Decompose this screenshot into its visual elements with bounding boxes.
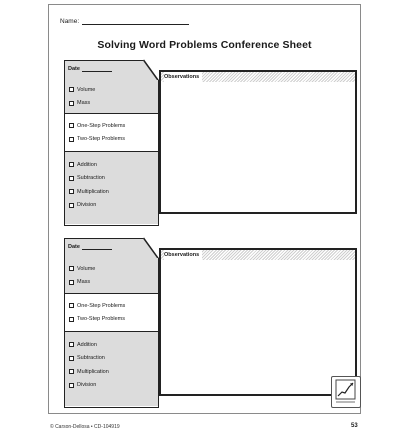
checkbox[interactable] bbox=[69, 369, 74, 374]
option-two-step[interactable] bbox=[65, 313, 158, 327]
option-label: Multiplication bbox=[77, 368, 109, 375]
date-blank[interactable] bbox=[82, 67, 112, 72]
checklist-column bbox=[64, 80, 159, 226]
option-label: Mass bbox=[77, 279, 91, 286]
name-blank[interactable] bbox=[82, 19, 189, 25]
option-label: Two-Step Problems bbox=[77, 136, 125, 143]
option-subtraction[interactable] bbox=[65, 172, 158, 186]
option-label: Division bbox=[77, 382, 97, 389]
option-multiplication[interactable] bbox=[65, 365, 158, 379]
steps-section bbox=[65, 294, 158, 332]
option-division[interactable] bbox=[65, 379, 158, 393]
option-label: Subtraction bbox=[77, 175, 105, 182]
checkbox[interactable] bbox=[69, 87, 74, 92]
date-blank[interactable] bbox=[82, 245, 112, 250]
date-field[interactable] bbox=[68, 244, 112, 250]
option-one-step[interactable] bbox=[65, 119, 158, 133]
measurement-section bbox=[65, 80, 158, 114]
checkbox[interactable] bbox=[69, 342, 74, 347]
checklist-column bbox=[64, 258, 159, 408]
checkbox[interactable] bbox=[69, 280, 74, 285]
steps-section bbox=[65, 114, 158, 152]
option-label: Division bbox=[77, 202, 97, 209]
option-multiplication[interactable] bbox=[65, 185, 158, 199]
option-volume[interactable] bbox=[65, 262, 158, 276]
option-mass[interactable] bbox=[65, 97, 158, 111]
operations-section bbox=[65, 332, 158, 406]
observations-header bbox=[161, 72, 355, 82]
observations-header bbox=[161, 250, 355, 260]
option-division[interactable] bbox=[65, 199, 158, 213]
checkbox[interactable] bbox=[69, 303, 74, 308]
date-field[interactable] bbox=[68, 66, 112, 72]
checkbox[interactable] bbox=[69, 189, 74, 194]
measurement-section bbox=[65, 258, 158, 294]
checkbox[interactable] bbox=[69, 356, 74, 361]
option-label: Volume bbox=[77, 86, 96, 93]
checkbox[interactable] bbox=[69, 137, 74, 142]
checkbox[interactable] bbox=[69, 383, 74, 388]
option-label: One-Step Problems bbox=[77, 122, 126, 129]
checkbox[interactable] bbox=[69, 203, 74, 208]
checkbox[interactable] bbox=[69, 123, 74, 128]
page-title: Solving Word Problems Conference Sheet bbox=[97, 39, 312, 51]
copyright-footer: © Carson-Dellosa • CD-104919 bbox=[50, 424, 120, 430]
option-one-step[interactable] bbox=[65, 299, 158, 313]
operations-section bbox=[65, 152, 158, 224]
option-subtraction[interactable] bbox=[65, 352, 158, 366]
chart-graphic bbox=[332, 377, 359, 406]
checkbox[interactable] bbox=[69, 162, 74, 167]
option-addition[interactable] bbox=[65, 158, 158, 172]
date-label: Date bbox=[68, 66, 80, 72]
worksheet-page bbox=[48, 4, 361, 414]
growth-chart-icon bbox=[331, 376, 361, 408]
option-label: Addition bbox=[77, 161, 97, 168]
option-label: Two-Step Problems bbox=[77, 316, 125, 323]
name-field[interactable] bbox=[60, 18, 189, 25]
checkbox[interactable] bbox=[69, 266, 74, 271]
option-label: Subtraction bbox=[77, 355, 105, 362]
checkbox[interactable] bbox=[69, 101, 74, 106]
date-label: Date bbox=[68, 244, 80, 250]
observations-box[interactable] bbox=[159, 70, 357, 214]
name-label: Name: bbox=[60, 18, 80, 25]
checkbox[interactable] bbox=[69, 317, 74, 322]
conference-block-2 bbox=[64, 238, 357, 410]
option-label: Mass bbox=[77, 100, 91, 107]
observations-label: Observations bbox=[164, 250, 202, 260]
option-label: Volume bbox=[77, 265, 96, 272]
option-two-step[interactable] bbox=[65, 133, 158, 147]
checkbox[interactable] bbox=[69, 176, 74, 181]
observations-box[interactable] bbox=[159, 248, 357, 396]
page-number: 53 bbox=[351, 423, 358, 429]
observations-label: Observations bbox=[164, 72, 202, 82]
option-label: Multiplication bbox=[77, 188, 109, 195]
option-label: One-Step Problems bbox=[77, 302, 126, 309]
option-addition[interactable] bbox=[65, 338, 158, 352]
option-volume[interactable] bbox=[65, 83, 158, 97]
option-mass[interactable] bbox=[65, 276, 158, 290]
conference-block-1 bbox=[64, 60, 357, 230]
option-label: Addition bbox=[77, 341, 97, 348]
